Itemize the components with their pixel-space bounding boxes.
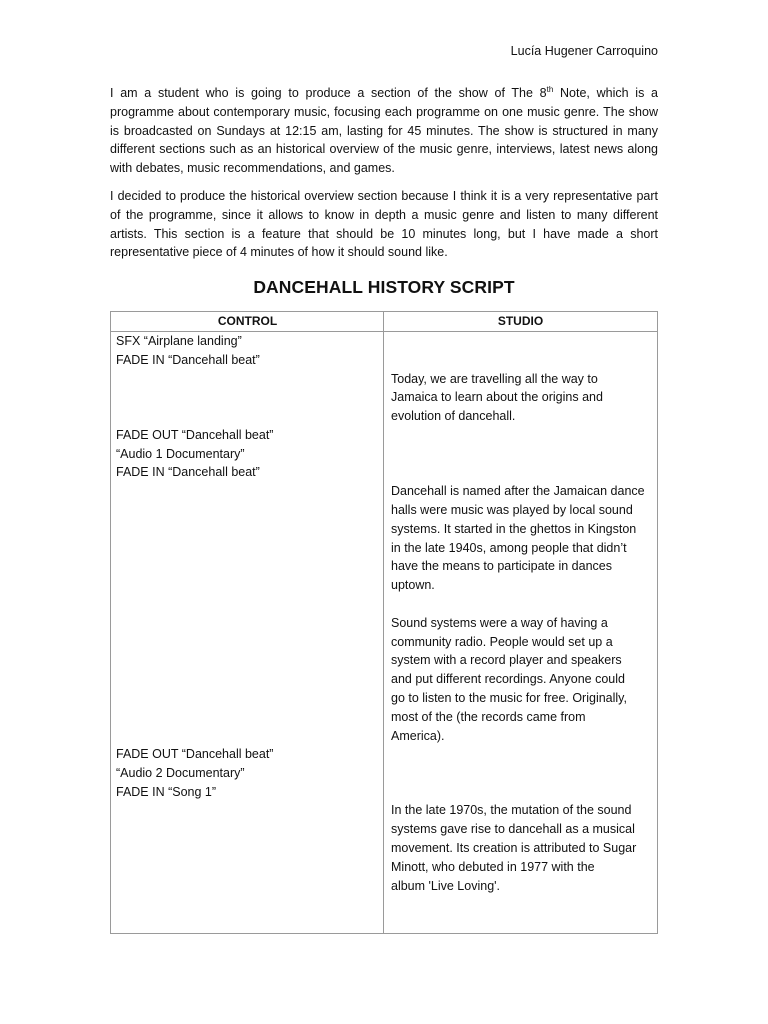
- narration-line: systems. It started in the ghettos in Kingston: [391, 521, 637, 536]
- studio-narration-2: [391, 482, 653, 595]
- narration-line: have the means to participate in dances: [391, 559, 612, 574]
- ordinal-superscript: th: [546, 84, 554, 94]
- script-title: DANCEHALL HISTORY SCRIPT: [253, 277, 515, 297]
- intro-paragraph-2: I decided to produce the historical overview section because I think it is a very representative part of the programme, since it allows to know in depth a music genre and listen to many different artists. This section is a feature that should be 10 minutes long, but I have made a short representative piece of 4 minutes of how it should sound like.: [110, 188, 658, 260]
- control-cue: “Audio 1 Documentary”: [116, 446, 245, 461]
- narration-line: community radio. People would set up a: [391, 634, 613, 649]
- narration-line: uptown.: [391, 578, 435, 593]
- control-cue: SFX “Airplane landing”: [116, 334, 242, 348]
- narration-line: systems gave rise to dancehall as a musical: [391, 822, 635, 837]
- narration-line: Sound systems were a way of having a: [391, 615, 608, 630]
- studio-column-header: STUDIO: [497, 314, 544, 328]
- control-cue: “Audio 2 Documentary”: [116, 765, 245, 780]
- script-table: [110, 311, 658, 934]
- narration-line: system with a record player and speakers: [391, 653, 622, 668]
- narration-line: In the late 1970s, the mutation of the sound: [391, 803, 632, 818]
- control-cue: FADE OUT “Dancehall beat”: [116, 747, 274, 761]
- narration-line: go to listen to the music for free. Originally,: [391, 690, 627, 705]
- narration-line: album 'Live Loving'.: [391, 878, 501, 893]
- narration-line: most of the (the records came from: [391, 709, 586, 724]
- control-cue: FADE OUT “Dancehall beat”: [116, 427, 274, 442]
- studio-narration-1: [391, 370, 653, 426]
- narration-line: Dancehall is named after the Jamaican dance: [391, 484, 645, 499]
- narration-line: and put different recordings. Anyone could: [391, 672, 625, 687]
- intro-paragraph-1-end: Note, which is a programme about contemporary music, focusing each programme on one music genre. The show is broadcasted on Sundays at 12:15 am, lasting for 45 minutes. The show is structured in many different sections such as an historical overview of the music genre, interviews, latest news along with debates, music recommendations, and games.: [110, 86, 658, 176]
- column-divider: [383, 312, 384, 933]
- narration-line: in the late 1940s, among people that didn’t: [391, 540, 627, 555]
- intro-paragraph-1: [110, 84, 658, 178]
- narration-line: Jamaica to learn about the origins and: [391, 390, 603, 405]
- author-name: Lucía Hugener Carroquino: [510, 44, 658, 58]
- control-cue: FADE IN “Dancehall beat”: [116, 352, 260, 367]
- control-column-header: CONTROL: [217, 314, 278, 328]
- control-cue: FADE IN “Song 1”: [116, 784, 217, 799]
- narration-line: halls were music was played by local sound: [391, 502, 633, 517]
- narration-line: movement. Its creation is attributed to Sugar: [391, 840, 637, 855]
- studio-narration-3: [391, 614, 653, 746]
- narration-line: Today, we are travelling all the way to: [391, 371, 598, 386]
- table-header-row: [111, 312, 657, 332]
- intro-paragraph-1-start: I am a student who is going to produce a section of the show of The 8: [110, 86, 547, 100]
- narration-line: Minott, who debuted in 1977 with the: [391, 859, 595, 874]
- intro-section: [110, 84, 658, 271]
- narration-line: America).: [391, 728, 445, 743]
- control-cue: FADE IN “Dancehall beat”: [116, 465, 260, 480]
- narration-line: evolution of dancehall.: [391, 409, 516, 424]
- studio-narration-4: [391, 801, 653, 895]
